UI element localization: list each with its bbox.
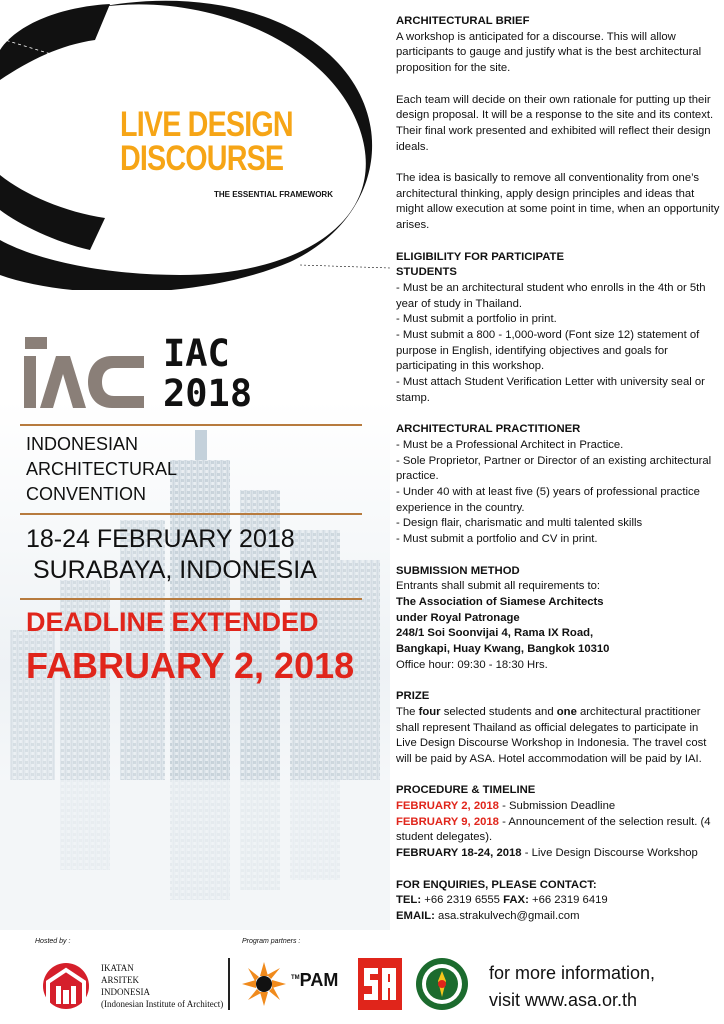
practitioner-requirement: - Must be a Professional Architect in Practice. <box>396 438 624 451</box>
divider-rule <box>20 598 362 600</box>
timeline-text: - Submission Deadline <box>498 800 616 813</box>
poster-left-panel <box>0 0 390 940</box>
prize-text-part: selected students and <box>440 705 557 718</box>
deadline-date: FABRUARY 2, 2018 <box>26 645 355 686</box>
student-requirement: - Must submit a 800 - 1,000-word (Font size 12) statement of purpose in English, identifying objectives and goals for participating in this workshop. <box>396 329 700 373</box>
submission-address: 248/1 Soi Soonvijai 4, Rama IX Road, <box>396 627 594 640</box>
prize-heading: PRIZE <box>396 690 430 703</box>
iac-title <box>163 334 252 414</box>
footer-divider <box>228 958 230 1010</box>
timeline-item <box>396 846 722 862</box>
prize-text-part: architectural practitioner shall represent Thailand as official delegates to participate in Live Design Discourse Workshop in Indonesia. The travel cost will be paid by ASA. Hotel accommodation will be paid by IAI. <box>396 705 707 765</box>
practitioner-requirement: - Under 40 with at least five (5) years of professional practice experience in the country. <box>396 486 700 514</box>
email-address[interactable]: asa.strakulvech@gmail.com <box>434 909 580 922</box>
contact-email <box>396 909 722 925</box>
practitioner-requirement: - Design flair, charismatic and multi talented skills <box>396 517 643 530</box>
students-heading: STUDENTS <box>396 266 457 279</box>
iac-title-line1: IAC <box>163 332 230 375</box>
logo-subtitle: THE ESSENTIAL FRAMEWORK <box>214 190 333 199</box>
iac-logo-mark <box>22 334 147 409</box>
brief-paragraph: A workshop is anticipated for a discourse. This will allow participants to gauge and justify what is the best architectural proposition for the site. <box>396 30 702 75</box>
eligibility-heading: ELIGIBILITY FOR PARTICIPATE <box>396 250 564 263</box>
more-info <box>489 960 655 1014</box>
sun-logo-icon <box>240 960 288 1008</box>
divider-rule <box>20 424 362 426</box>
brief-paragraph: Each team will decide on their own rationale for putting up their design proposal. It will be a response to the site and its context. Their final work presented and exhibited will reflect their design ideals. <box>396 93 714 153</box>
timeline-item <box>396 799 722 815</box>
tel-label: TEL: <box>396 894 422 907</box>
contact-heading: FOR ENQUIRIES, PLEASE CONTACT: <box>396 878 597 891</box>
more-info-line: for more information, <box>489 963 656 983</box>
iai-name <box>101 962 223 1010</box>
asa-logo-icon <box>358 958 402 1010</box>
event-dates-line: 18-24 FEBRUARY 2018 <box>26 525 295 553</box>
iai-name-line: (Indonesian Institute of Architect) <box>101 999 224 1009</box>
submission-org: under Royal Patronage <box>396 611 520 624</box>
pam-label: PAM <box>299 970 339 990</box>
timeline-text: - Live Design Discourse Workshop <box>521 847 698 860</box>
pam-tm: TM <box>291 975 300 981</box>
iai-logo-icon <box>36 960 96 1010</box>
brief-paragraph: The idea is basically to remove all conventionality from one’s architectural thinking, apply design principles and ideas that might allow execution at some point in time, when an opportunity arises. <box>396 172 720 232</box>
office-hours: Office hour: 09:30 - 18:30 Hrs. <box>396 658 548 671</box>
convention-name-line: ARCHITECTURAL <box>26 459 178 479</box>
iai-name-line: IKATAN <box>101 963 134 973</box>
fax-number: +66 2319 6419 <box>528 894 608 907</box>
student-requirement: - Must be an architectural student who enrolls in the 4th or 5th year of study in Thailand. <box>396 281 706 310</box>
deadline-label: DEADLINE EXTENDED <box>26 607 319 637</box>
fax-label: FAX: <box>503 894 529 907</box>
divider-rule <box>20 513 362 515</box>
timeline-item <box>396 815 722 846</box>
live-design-discourse-logo <box>120 105 293 178</box>
submission-org: The Association of Siamese Architects <box>396 595 604 608</box>
submission-address: Bangkapi, Huay Kwang, Bangkok 10310 <box>396 643 610 656</box>
submission-heading: SUBMISSION METHOD <box>396 564 520 577</box>
logo-line2: DISCOURSE <box>120 139 284 178</box>
logo-line1: LIVE DESIGN <box>120 105 293 144</box>
royal-seal-icon <box>415 957 469 1011</box>
iai-name-line: INDONESIA <box>101 987 150 997</box>
practitioner-requirement: - Must submit a portfolio and CV in print. <box>396 533 598 546</box>
timeline-date: FEBRUARY 2, 2018 <box>396 800 499 813</box>
prize-text <box>396 705 722 768</box>
email-label: EMAIL: <box>396 909 435 922</box>
timeline-heading: PROCEDURE & TIMELINE <box>396 784 536 797</box>
practitioner-requirement: - Sole Proprietor, Partner or Director of an existing architectural practice. <box>396 454 712 483</box>
convention-name-line: INDONESIAN <box>26 434 139 454</box>
timeline-text: - Announcement of the selection result. (4 student delegates). <box>396 815 711 844</box>
timeline-date: FEBRUARY 18-24, 2018 <box>396 847 522 860</box>
website-link[interactable]: visit www.asa.or.th <box>489 990 638 1010</box>
prize-emphasis: one <box>556 705 577 718</box>
timeline-date: FEBRUARY 9, 2018 <box>396 815 499 828</box>
hosted-by-label: Hosted by : <box>35 938 71 945</box>
student-requirement: - Must submit a portfolio in print. <box>396 313 557 326</box>
event-location: SURABAYA, INDONESIA <box>26 556 317 584</box>
iai-name-line: ARSITEK <box>101 975 139 985</box>
convention-name <box>26 432 177 507</box>
contact-phone-fax <box>396 893 722 909</box>
poster-info-column <box>396 14 722 925</box>
tel-number: +66 2319 6555 <box>421 894 504 907</box>
iac-title-line2: 2018 <box>163 372 253 415</box>
prize-text-part: The <box>396 705 419 718</box>
brief-heading: ARCHITECTURAL BRIEF <box>396 15 530 27</box>
program-partners-label: Program partners : <box>242 938 301 945</box>
convention-name-line: CONVENTION <box>26 484 147 504</box>
submission-intro: Entrants shall submit all requirements to: <box>396 580 601 593</box>
practitioner-heading: ARCHITECTURAL PRACTITIONER <box>396 423 581 436</box>
pam-logo <box>291 970 338 991</box>
student-requirement: - Must attach Student Verification Letter with university seal or stamp. <box>396 376 705 404</box>
event-dates <box>26 524 317 586</box>
prize-emphasis: four <box>418 705 441 718</box>
